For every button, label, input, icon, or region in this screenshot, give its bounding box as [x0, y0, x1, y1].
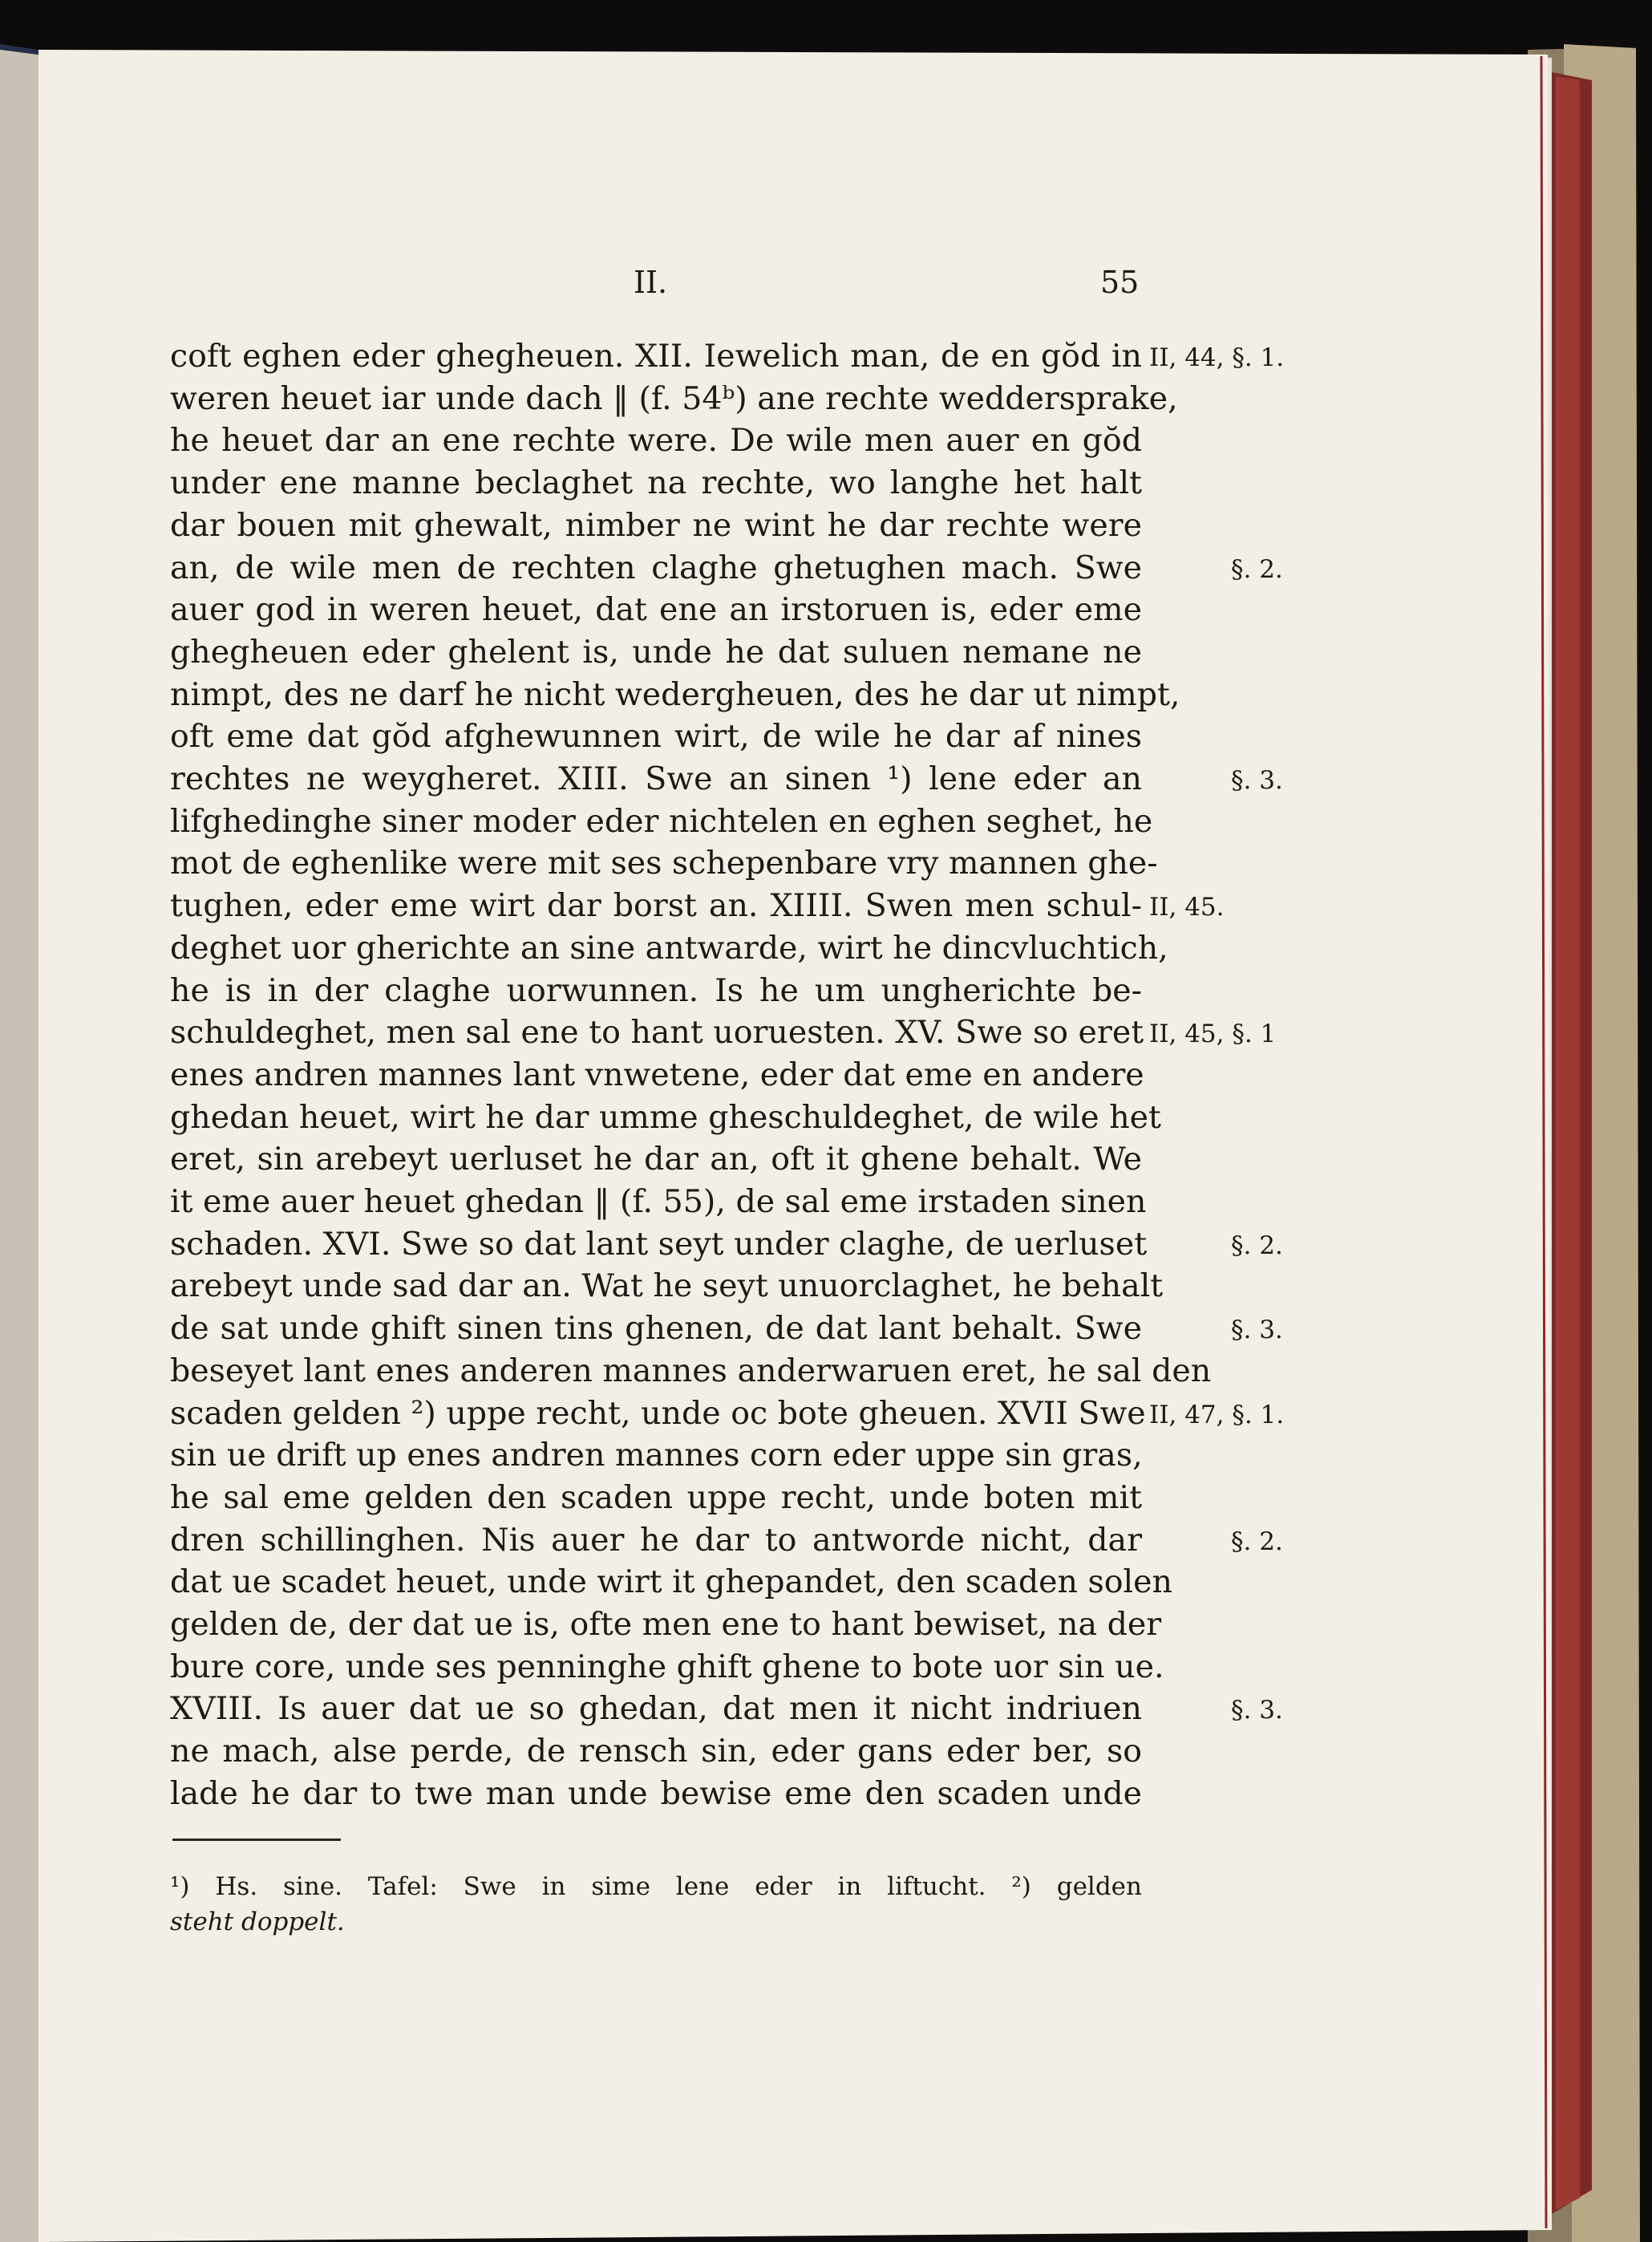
text-line: lifghedinghe siner moder eder nichtelen en eghen seghet, he [170, 802, 1153, 840]
margin-note: §. 2. [1231, 1230, 1283, 1260]
text-line: sin ue drift up enes andren mannes corn eder uppe sin gras, [170, 1437, 1143, 1474]
text-line: eret, sin arebeyt uerluset he dar an, oft it ghene behalt. We [170, 1141, 1142, 1178]
margin-note: II, 44, §. 1. [1149, 343, 1285, 372]
margin-note: §. 2. [1231, 554, 1283, 584]
text-line: gelden de, der dat ue is, ofte men ene to hant bewiset, na der [170, 1606, 1162, 1643]
text-line: dar bouen mit ghewalt, nimber ne wint he dar rechte were [170, 506, 1142, 544]
text-line: bure core, unde ses penninghe ghift ghene to bote uor sin ue. [170, 1648, 1164, 1685]
text-line: coft eghen eder ghegheuen. XII. Iewelich man, de en gŏd in [170, 338, 1142, 375]
text-line: tughen, eder eme wirt dar borst an. XIIII. Swen men schul- [170, 887, 1142, 925]
margin-note: §. 3. [1231, 1696, 1283, 1725]
text-line: he sal eme gelden den scaden uppe recht, unde boten mit [170, 1478, 1142, 1516]
text-line: schaden. XVI. Swe so dat lant seyt under claghe, de uerluset [170, 1225, 1148, 1263]
text-line: ghedan heuet, wirt he dar umme gheschuldeghet, de wile het [170, 1098, 1161, 1136]
page-number: 55 [1100, 265, 1140, 300]
text-line: XVIII. Is auer dat ue so ghedan, dat men it nicht indriuen [170, 1690, 1142, 1728]
text-line: oft eme dat gŏd afghewunnen wirt, de wile he dar af nines [170, 718, 1142, 756]
text-line: enes andren mannes lant vnwetene, eder dat eme en andere [170, 1056, 1144, 1093]
text-line: nimpt, des ne darf he nicht wederghеuen, des he dar ut nimpt, [170, 675, 1180, 713]
text-line: rechtes ne weygheret. XIII. Swe an sinen ¹) lene eder an [170, 760, 1142, 797]
text-line: de sat unde ghift sinen tins ghenen, de dat lant behalt. Swe [170, 1310, 1142, 1348]
margin-note: §. 3. [1231, 1316, 1283, 1345]
text-line: ghegheuen eder ghelent is, unde he dat suluen nemane ne [170, 633, 1142, 671]
section-header: II. [634, 265, 668, 300]
text-line: it eme auer heuet ghedan ‖ (f. 55), de sal eme irstaden sinen [170, 1183, 1147, 1220]
footnote-line: steht doppelt. [170, 1908, 345, 1936]
text-line: under ene manne beclaghet na rechte, wo langhe het halt [170, 464, 1142, 502]
text-line: dren schillinghen. Nis auer he dar to antworde nicht, dar [170, 1521, 1142, 1559]
text-line: he heuet dar an ene rechte were. De wile men auer en gŏd [170, 422, 1142, 460]
margin-note: II, 45, §. 1 [1149, 1020, 1277, 1049]
text-line: lade he dar to twe man unde bewise eme den scaden unde [170, 1774, 1142, 1812]
text-line: arebeyt unde sad dar an. Wat he seyt unuorclaghet, he behalt [170, 1267, 1164, 1305]
margin-note: II, 47, §. 1. [1149, 1400, 1285, 1429]
text-line: beseyet lant enes anderen mannes anderwaruen eret, he sal den [170, 1352, 1212, 1389]
footnote-rule [172, 1839, 341, 1841]
margin-note: §. 3. [1231, 766, 1283, 795]
margin-note: II, 45. [1149, 893, 1225, 922]
text-line: weren heuet iar unde dach ‖ (f. 54ᵇ) ane rechte weddersprake, [170, 379, 1178, 417]
text-line: mot de eghenlike were mit ses schepenbare vry mannen ghe- [170, 845, 1158, 882]
text-line: ne mach, alse perde, de rensch sin, eder gans eder ber, so [170, 1733, 1142, 1770]
text-line: auer god in weren heuet, dat ene an irstoruen is, eder eme [170, 591, 1142, 629]
text-line: deghet uor gherichte an sine antwarde, wirt he dincvluchtich, [170, 929, 1168, 967]
text-line: schuldeghet, men sal ene to hant uoruesten. XV. Swe so eret [170, 1014, 1144, 1052]
text-line: he is in der claghe uorwunnen. Is he um ungherichte be- [170, 971, 1142, 1009]
footnote-line: ¹) Hs. sine. Tafel: Swe in sime lene eder in liftucht. ²) gelden [170, 1872, 1142, 1901]
text-line: an, de wile men de rechten claghe ghetughen mach. Swe [170, 549, 1142, 586]
text-line: scaden gelden ²) uppe recht, unde oc bote gheuen. XVII Swe [170, 1394, 1146, 1432]
margin-note: §. 2. [1231, 1526, 1283, 1556]
text-line: dat ue scadet heuet, unde wirt it ghepandet, den scaden solen [170, 1563, 1172, 1601]
